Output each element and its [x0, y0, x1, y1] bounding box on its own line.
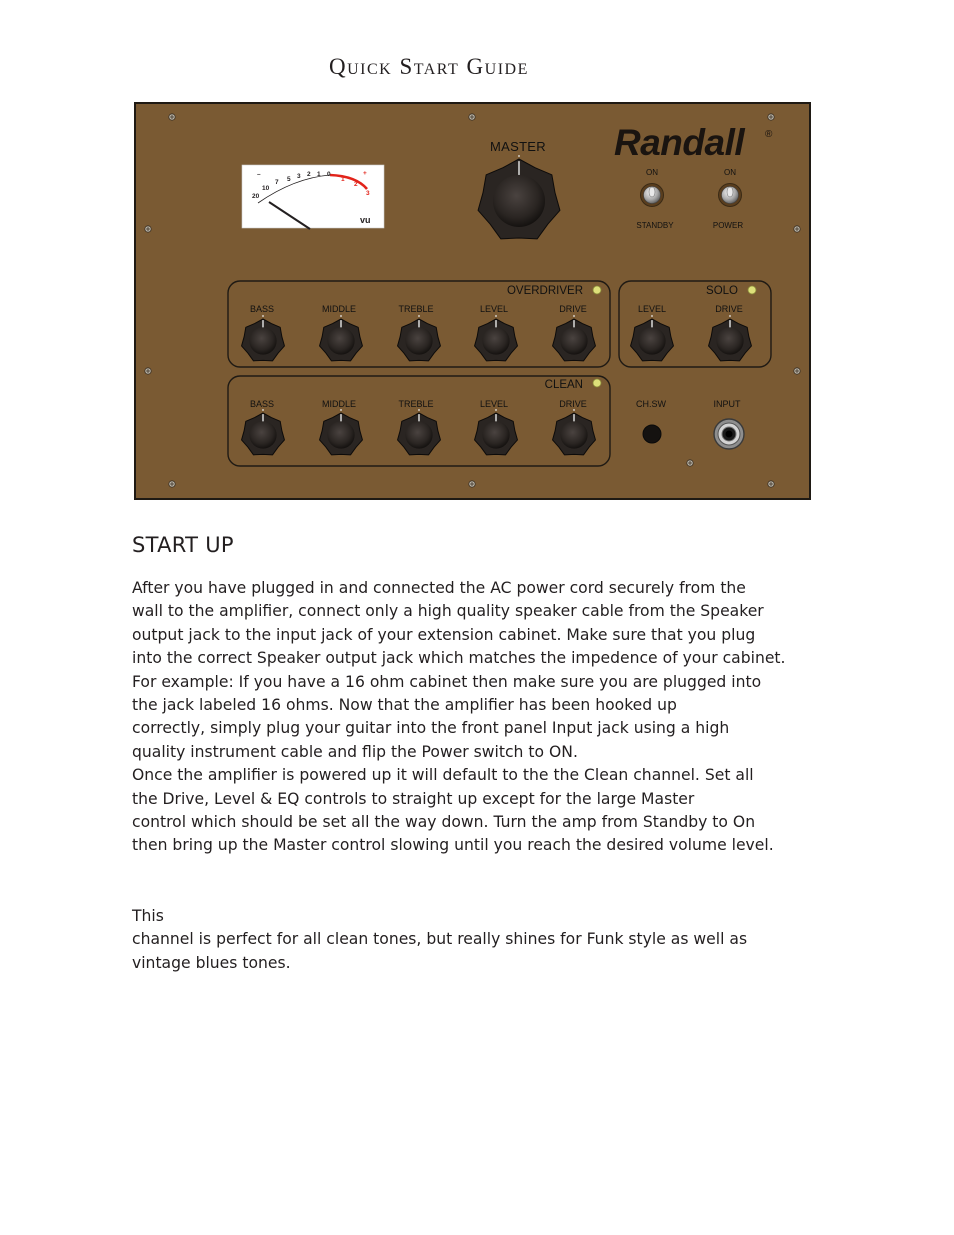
vu-plus: + [363, 170, 367, 177]
power-on-label: ON [724, 168, 736, 177]
paragraph1-line: correctly, simply plug your guitar into the front panel Input jack using a high [132, 719, 730, 738]
paragraph1-line: quality instrument cable and flip the Power switch to ON. [132, 742, 578, 761]
solo-title: SOLO [706, 285, 738, 297]
paragraph1-line: control which should be set all the way down. Turn the amp from Standby to On [132, 813, 756, 832]
paragraph1-line: For example: If you have a 16 ohm cabinet then make sure you are plugged into [132, 672, 762, 691]
vu-scale-3: 3 [297, 173, 301, 180]
clean-level-label: LEVEL [479, 399, 509, 409]
section-heading: START UP [132, 533, 234, 557]
paragraph1-line: wall to the amplifier, connect only a high quality speaker cable from the Speaker [132, 602, 764, 621]
vu-meter [242, 165, 384, 229]
clean-treble-label: TREBLE [398, 399, 434, 409]
paragraph2-line: vintage blues tones. [132, 953, 291, 972]
paragraph1-line: into the correct Speaker output jack which matches the impedence of your cabinet. [132, 649, 786, 668]
amp-front-panel [134, 102, 811, 500]
vu-red-2: 2 [354, 181, 358, 188]
clean-channel-paragraph [132, 905, 892, 975]
vu-red-1: 1 [341, 176, 345, 183]
clean-drive-label: DRIVE [559, 399, 587, 409]
vu-scale-0: 0 [327, 171, 331, 178]
vu-scale-5: 5 [287, 176, 291, 183]
clean-title: CLEAN [544, 379, 583, 391]
power-label: POWER [712, 221, 744, 230]
registered-mark: ® [765, 129, 773, 140]
vu-scale-7: 7 [275, 179, 279, 186]
paragraph1-line: output jack to the input jack of your extension cabinet. Make sure that you plug [132, 625, 756, 644]
vu-scale-10: 10 [262, 185, 270, 192]
solo-led [748, 286, 756, 294]
ch-sw-jack[interactable] [643, 425, 661, 443]
overdriver-bass-label: BASS [249, 304, 275, 314]
input-jack[interactable] [714, 419, 744, 449]
overdriver-led [593, 286, 601, 294]
paragraph1-line: Once the amplifier is powered up it will default to the the Clean channel. Set all [132, 766, 754, 785]
vu-scale-1: 1 [317, 171, 321, 178]
solo-drive-label: DRIVE [715, 304, 743, 314]
overdriver-treble-label: TREBLE [398, 304, 434, 314]
clean-bass-label: BASS [249, 399, 275, 409]
paragraph2-line: channel is perfect for all clean tones, but really shines for Funk style as well as [132, 930, 748, 949]
standby-label: STANDBY [636, 221, 674, 230]
page-title: Quick Start Guide [329, 54, 529, 79]
ch-sw-label: CH.SW [636, 399, 666, 409]
overdriver-title: OVERDRIVER [506, 285, 583, 297]
master-label: MASTER [490, 139, 546, 154]
paragraph1-line: the Drive, Level & EQ controls to straight up except for the large Master [132, 789, 695, 808]
clean-led [593, 379, 601, 387]
vu-scale-20: 20 [252, 193, 260, 200]
paragraph2-line: This [132, 907, 164, 925]
vu-scale-2: 2 [307, 171, 311, 178]
paragraph1-line: After you have plugged in and connected the AC power cord securely from the [132, 579, 746, 597]
overdriver-middle-label: MIDDLE [321, 304, 357, 314]
input-label: INPUT [713, 399, 741, 409]
paragraph1-line: then bring up the Master control slowing until you reach the desired volume level. [132, 836, 774, 855]
vu-red-3: 3 [366, 190, 370, 197]
overdriver-drive-label: DRIVE [559, 304, 587, 314]
randall-logo: Randall [614, 122, 745, 163]
vu-label: vu [360, 215, 371, 225]
startup-paragraph [132, 577, 892, 858]
vu-minus: – [257, 171, 261, 178]
solo-level-label: LEVEL [637, 304, 667, 314]
standby-on-label: ON [646, 168, 658, 177]
clean-middle-label: MIDDLE [321, 399, 357, 409]
overdriver-level-label: LEVEL [479, 304, 509, 314]
paragraph1-line: the jack labeled 16 ohms. Now that the amplifier has been hooked up [132, 696, 677, 715]
